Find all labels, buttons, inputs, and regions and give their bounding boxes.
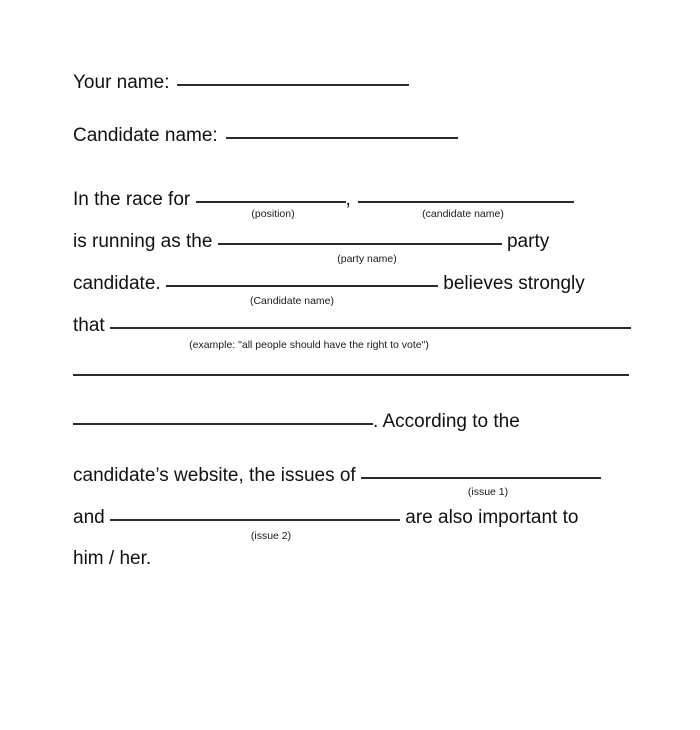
candidate-name-blank[interactable] — [226, 137, 458, 139]
your-name-label: Your name: — [73, 72, 170, 93]
body-line-is-running-as-the — [73, 232, 549, 252]
caption-party-name: (party name) — [337, 253, 397, 265]
candidate-name-label: Candidate name: — [73, 125, 218, 146]
belief-statement-continuation-blank[interactable] — [73, 374, 629, 376]
caption-position: (position) — [251, 208, 295, 220]
issue-2-blank[interactable] — [110, 519, 400, 521]
candidate-name-blank-2[interactable] — [166, 285, 438, 287]
caption-issue-1: (issue 1) — [467, 486, 509, 498]
in-the-race-for-text: In the race for — [73, 189, 196, 210]
according-to-the-text: . According to the — [373, 411, 520, 432]
and-text: and — [73, 507, 110, 528]
body-line-according-to-the — [73, 412, 520, 432]
candidates-website-issues-text: candidate’s website, the issues of — [73, 465, 361, 486]
are-also-important-to-text: are also important to — [399, 507, 579, 528]
position-blank[interactable] — [196, 201, 346, 203]
believes-strongly-text: believes strongly — [437, 273, 585, 294]
party-word-text: party — [501, 231, 550, 252]
caption-candidate-name: (candidate name) — [422, 208, 504, 220]
candidate-name-inline-blank[interactable] — [358, 201, 574, 203]
issue-1-blank[interactable] — [361, 477, 601, 479]
is-running-as-the-text: is running as the — [73, 231, 218, 252]
caption-issue-2: (issue 2) — [250, 530, 292, 542]
party-name-blank[interactable] — [218, 243, 502, 245]
field-row-candidate-name — [73, 126, 458, 146]
that-text: that — [73, 315, 110, 336]
field-row-your-name — [73, 73, 409, 93]
body-line-and-issue-2 — [73, 508, 578, 528]
body-line-that — [73, 316, 631, 336]
comma-separator: , — [345, 189, 351, 210]
belief-statement-final-blank[interactable] — [73, 423, 373, 425]
caption-candidate-name-capitalized: (Candidate name) — [249, 295, 335, 307]
body-line-candidates-website — [73, 466, 601, 486]
body-line-him-her — [73, 549, 151, 569]
candidate-period-text: candidate. — [73, 273, 166, 294]
him-her-text: him / her. — [73, 548, 152, 569]
your-name-blank[interactable] — [177, 84, 409, 86]
body-line-candidate-believes — [73, 274, 585, 294]
caption-example-belief: (example: "all people should have the right to vote") — [189, 339, 429, 351]
body-line-in-the-race-for — [73, 190, 574, 210]
belief-statement-blank[interactable] — [110, 327, 631, 329]
